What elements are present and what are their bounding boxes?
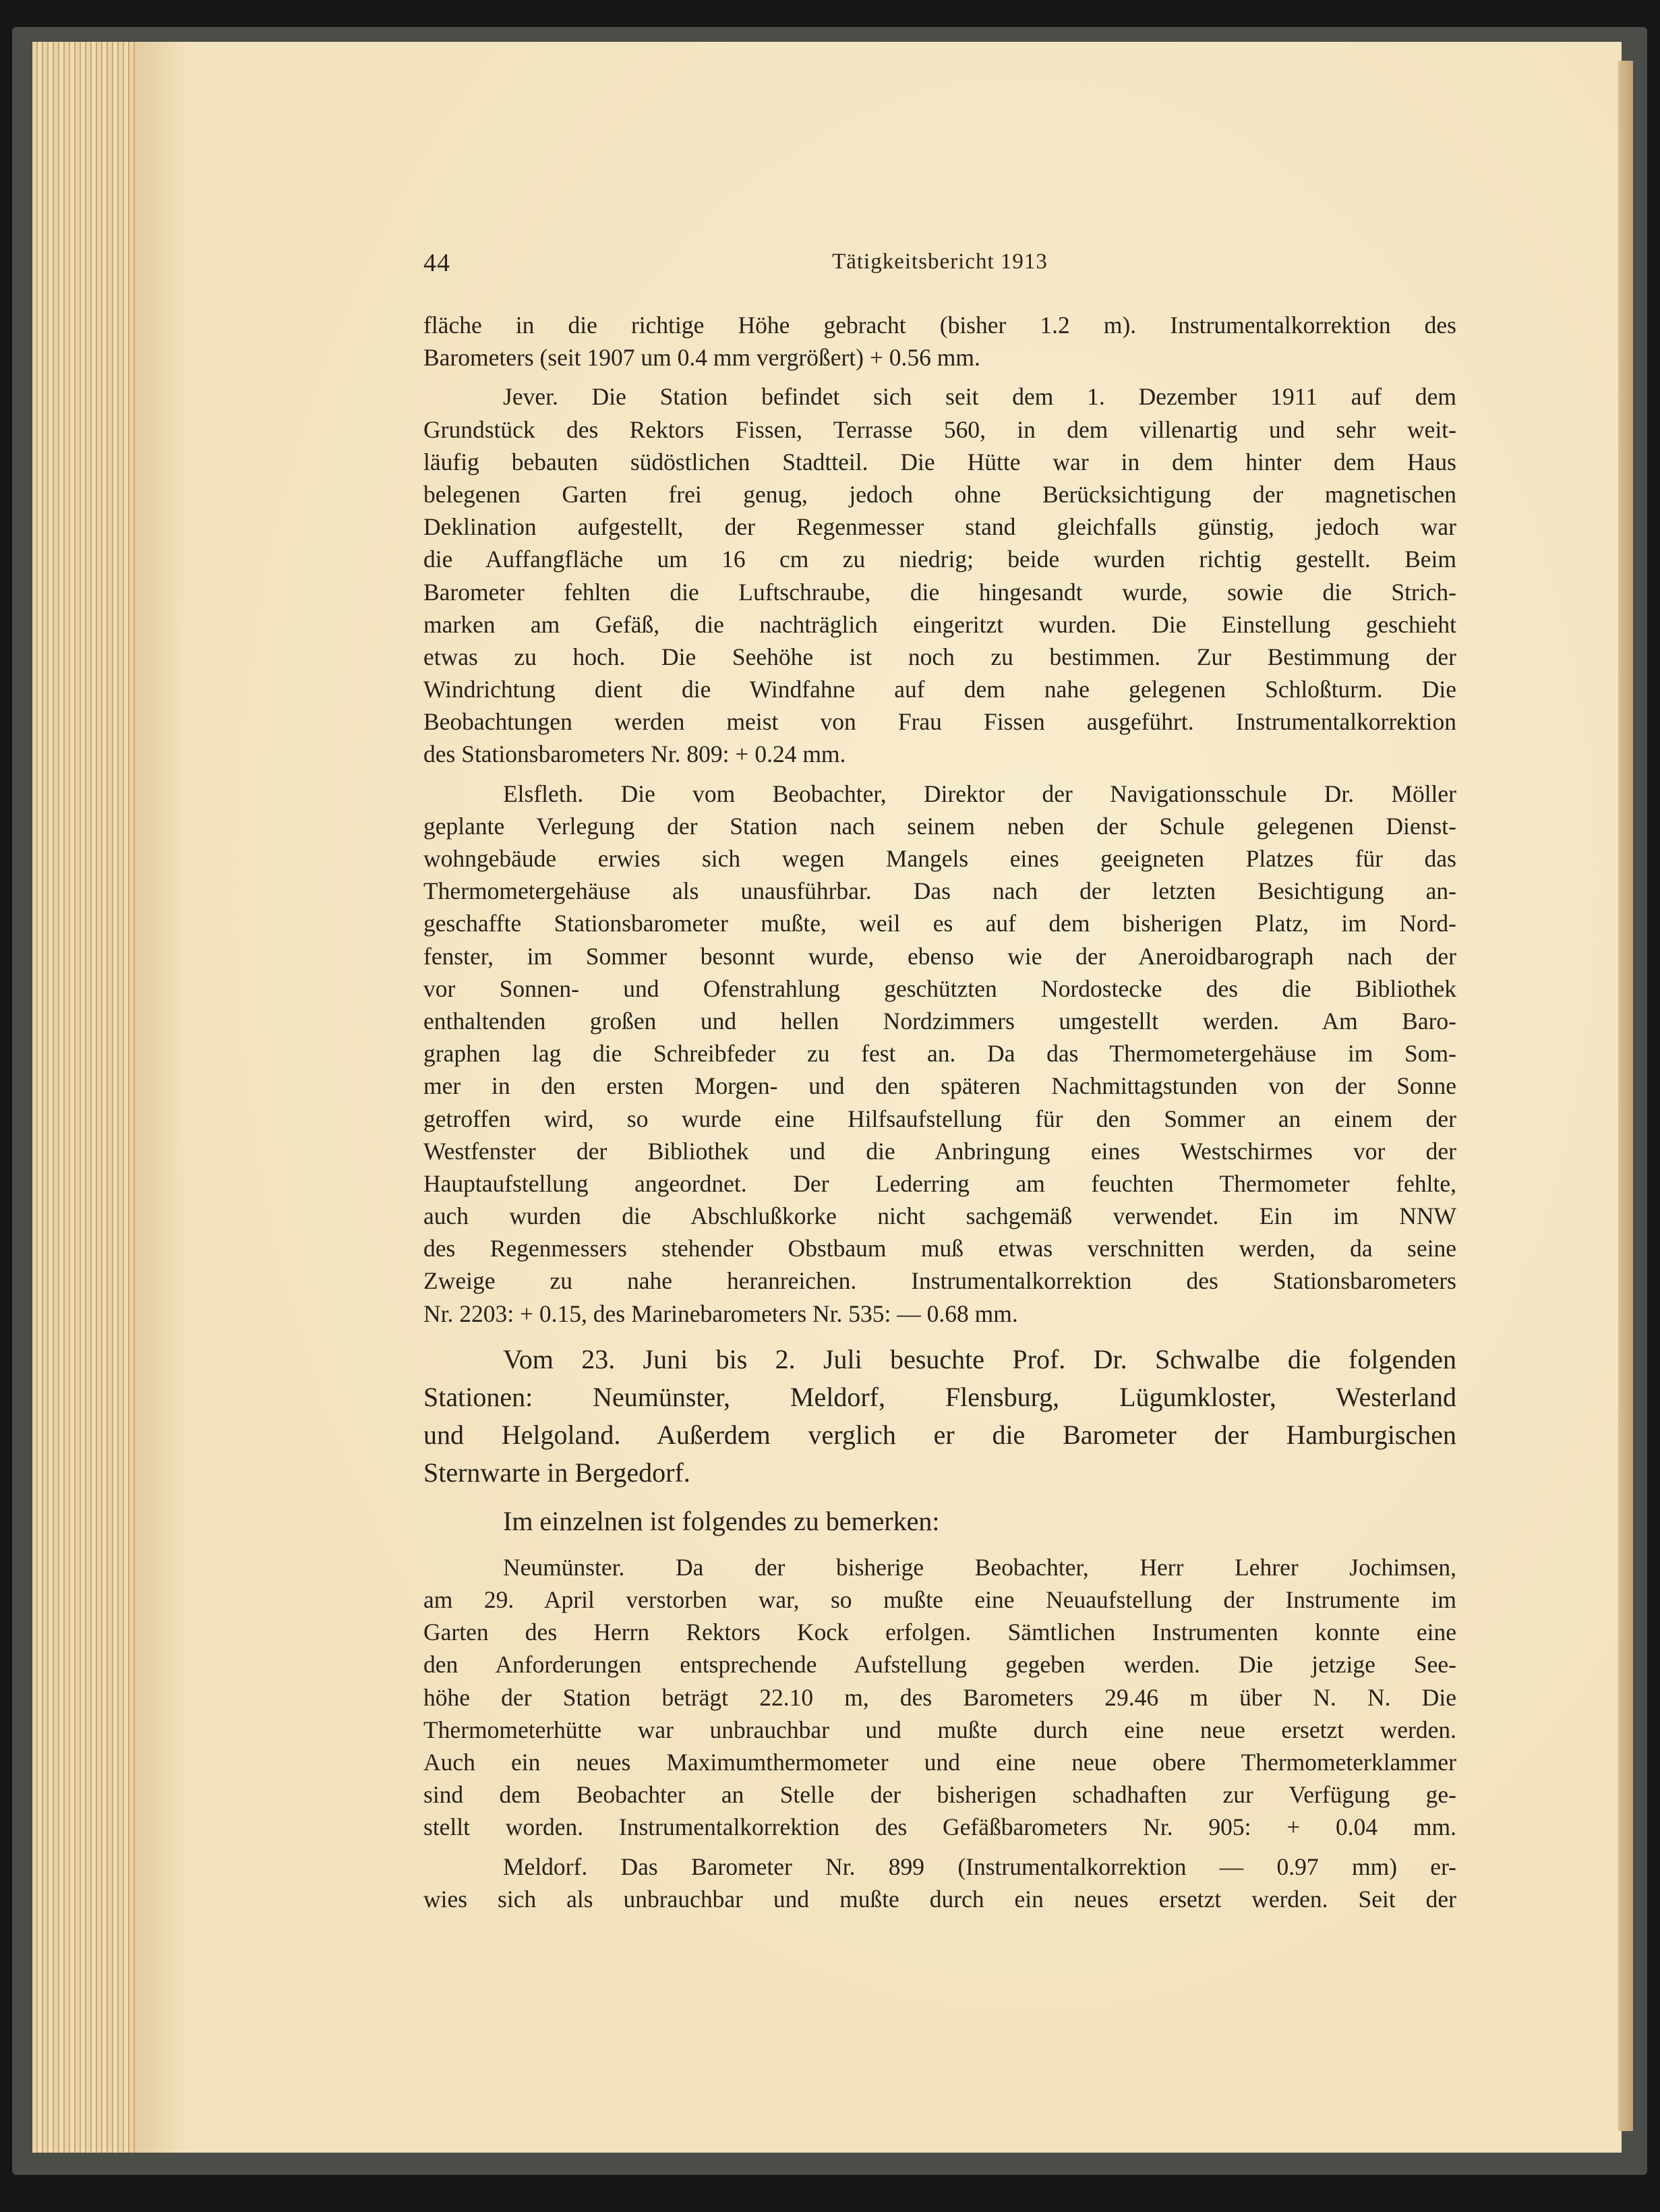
text-line: mer in den ersten Morgen- und den späteren Nachmittagstunden von der Sonne xyxy=(423,1072,1456,1100)
text-line: geschaffte Stationsbarometer mußte, weil es auf dem bisherigen Platz, im Nord- xyxy=(423,910,1456,937)
text-line: Hauptaufstellung angeordnet. Der Lederring am feuchten Thermometer fehlte, xyxy=(423,1169,1456,1197)
running-title: Tätigkeitsbericht 1913 xyxy=(832,250,1048,274)
paragraph-visit-start: Vom 23. Juni bis 2. Juli besuchte Prof. Dr. Schwalbe die folgenden xyxy=(503,1343,1456,1374)
text-line: enthaltenden großen und hellen Nordzimmers umgestellt werden. Am Baro- xyxy=(423,1007,1456,1035)
text-line: Zweige zu nahe heranreichen. Instrumentalkorrektion des Stationsbarometers xyxy=(423,1267,1456,1295)
paragraph-jever-start: Jever. Die Station befindet sich seit dem 1. Dezember 1911 auf dem xyxy=(503,383,1456,411)
text-line: geplante Verlegung der Station nach seinem neben der Schule gelegenen Dienst- xyxy=(423,812,1456,840)
text-line: Nr. 2203: + 0.15, des Marinebarometers Nr. 535: — 0.68 mm. xyxy=(423,1300,1018,1327)
text-line: graphen lag die Schreibfeder zu fest an. Da das Thermometergehäuse im Som- xyxy=(423,1040,1456,1068)
paragraph-meldorf-start: Meldorf. Das Barometer Nr. 899 (Instrumentalkorrektion — 0.97 mm) er- xyxy=(503,1853,1456,1880)
text-line: läufig bebauten südöstlichen Stadtteil. Die Hütte war in dem hinter dem Haus xyxy=(423,448,1456,475)
section-intro: Im einzelnen ist folgendes zu bemerken: xyxy=(503,1505,940,1536)
text-line: fläche in die richtige Höhe gebracht (bisher 1.2 m). Instrumentalkorrektion des xyxy=(423,312,1456,339)
text-line: Windrichtung dient die Windfahne auf dem nahe gelegenen Schloßturm. Die xyxy=(423,676,1456,703)
text-line: wies sich als unbrauchbar und mußte durch ein neues ersetzt werden. Seit der xyxy=(423,1885,1456,1913)
text-line: Thermometerhütte war unbrauchbar und mußte durch eine neue ersetzt werden. xyxy=(423,1716,1456,1743)
text-line: Thermometergehäuse als unausführbar. Das nach der letzten Besichtigung an- xyxy=(423,877,1456,905)
text-line: marken am Gefäß, die nachträglich eingeritzt wurden. Die Einstellung geschieht xyxy=(423,610,1456,638)
text-line: und Helgoland. Außerdem verglich er die Barometer der Hamburgischen xyxy=(423,1419,1456,1450)
text-line: vor Sonnen- und Ofenstrahlung geschützten Nordostecke des die Bibliothek xyxy=(423,974,1456,1002)
text-line: am 29. April verstorben war, so mußte eine Neuaufstellung der Instrumente im xyxy=(423,1586,1456,1613)
page-stack-edge xyxy=(32,42,140,2153)
text-line: Stationen: Neumünster, Meldorf, Flensburg, Lügumkloster, Westerland xyxy=(423,1381,1456,1412)
running-head xyxy=(423,248,1456,282)
page-number: 44 xyxy=(423,249,450,277)
text-line: den Anforderungen entsprechende Aufstellung gegeben werden. Die jetzige See- xyxy=(423,1651,1456,1679)
paragraph-elsfleth-start: Elsfleth. Die vom Beobachter, Direktor der Navigationsschule Dr. Möller xyxy=(503,780,1456,807)
text-line: wohngebäude erwies sich wegen Mangels eines geeigneten Platzes für das xyxy=(423,845,1456,872)
text-line: die Auffangfläche um 16 cm zu niedrig; beide wurden richtig gestellt. Beim xyxy=(423,546,1456,573)
text-line: getroffen wird, so wurde eine Hilfsaufstellung für den Sommer an einem der xyxy=(423,1105,1456,1132)
text-line: Auch ein neues Maximumthermometer und eine neue obere Thermometerklammer xyxy=(423,1748,1456,1776)
text-line: auch wurden die Abschlußkorke nicht sachgemäß verwendet. Ein im NNW xyxy=(423,1202,1456,1230)
text-line: Deklination aufgestellt, der Regenmesser stand gleichfalls günstig, jedoch war xyxy=(423,513,1456,541)
text-line: Barometers (seit 1907 um 0.4 mm vergrößert) + 0.56 mm. xyxy=(423,344,980,372)
body-text xyxy=(423,309,1456,1915)
text-line: des Stationsbarometers Nr. 809: + 0.24 mm. xyxy=(423,740,846,768)
page-edge-right xyxy=(1618,61,1633,2131)
text-line: fenster, im Sommer besonnt wurde, ebenso wie der Aneroidbarograph nach der xyxy=(423,942,1456,970)
text-line: etwas zu hoch. Die Seehöhe ist noch zu bestimmen. Zur Bestimmung der xyxy=(423,643,1456,670)
text-line: Grundstück des Rektors Fissen, Terrasse 560, in dem villenartig und sehr weit- xyxy=(423,415,1456,443)
paragraph-neumuenster-start: Neumünster. Da der bisherige Beobachter, Herr Lehrer Jochimsen, xyxy=(503,1553,1456,1581)
text-line: Garten des Herrn Rektors Kock erfolgen. Sämtlichen Instrumenten konnte eine xyxy=(423,1619,1456,1646)
text-line: sind dem Beobachter an Stelle der bisherigen schadhaften zur Verfügung ge- xyxy=(423,1781,1456,1809)
text-line: stellt worden. Instrumentalkorrektion des Gefäßbarometers Nr. 905: + 0.04 mm. xyxy=(423,1813,1456,1841)
text-line: Beobachtungen werden meist von Frau Fissen ausgeführt. Instrumentalkorrektion xyxy=(423,708,1456,736)
text-line: Westfenster der Bibliothek und die Anbringung eines Westschirmes vor der xyxy=(423,1137,1456,1165)
text-line: Barometer fehlten die Luftschraube, die hingesandt wurde, sowie die Strich- xyxy=(423,578,1456,606)
text-line: Sternwarte in Bergedorf. xyxy=(423,1457,690,1488)
text-line: höhe der Station beträgt 22.10 m, des Barometers 29.46 m über N. N. Die xyxy=(423,1683,1456,1711)
text-line: des Regenmessers stehender Obstbaum muß etwas verschnitten werden, da seine xyxy=(423,1235,1456,1262)
text-line: belegenen Garten frei genug, jedoch ohne Berücksichtigung der magnetischen xyxy=(423,480,1456,508)
